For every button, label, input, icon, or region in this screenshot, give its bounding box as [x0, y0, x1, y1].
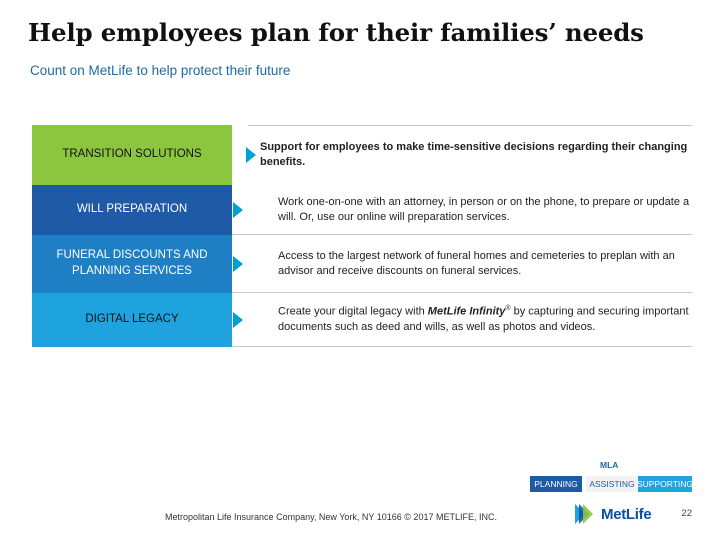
arrow-icon [246, 147, 256, 163]
row-will-preparation [0, 185, 720, 235]
footer-legal: Metropolitan Life Insurance Company, New York, NY 10166 © 2017 METLIFE, INC. [165, 512, 497, 522]
page-title: Help employees plan for their families’ needs [28, 18, 644, 47]
desc-funeral-discounts: Access to the largest network of funeral homes and cemeteries to preplan with an advisor and receive discounts on funeral services. [278, 249, 675, 277]
metlife-logo-icon [575, 504, 597, 524]
label-will-preparation: WILL PREPARATION [32, 185, 232, 235]
row-digital-legacy [0, 293, 720, 347]
arrow-icon [233, 256, 243, 272]
label-digital-legacy: DIGITAL LEGACY [32, 293, 232, 347]
page-subtitle: Count on MetLife to help protect their future [30, 63, 291, 78]
mla-planning: PLANNING [530, 476, 582, 492]
mla-heading: MLA [600, 460, 619, 470]
metlife-logo [575, 502, 665, 526]
label-funeral-discounts: FUNERAL DISCOUNTS AND PLANNING SERVICES [32, 235, 232, 293]
page-number: 22 [681, 508, 692, 519]
row-transition-solutions [0, 125, 720, 185]
mla-supporting: SUPPORTING [638, 476, 692, 492]
desc-will-preparation: Work one-on-one with an attorney, in person or on the phone, to prepare or update a will. Or, use our online will preparation services. [278, 195, 690, 223]
mla-bar [530, 476, 692, 492]
label-transition-solutions: TRANSITION SOLUTIONS [32, 125, 232, 185]
row-funeral-discounts [0, 235, 720, 293]
arrow-icon [233, 312, 243, 328]
desc-transition-solutions: Support for employees to make time-sensitive decisions regarding their changing benefits. [260, 140, 688, 168]
desc-digital-legacy: Create your digital legacy with MetLife Infinity® by capturing and securing important documents such as deed and wills, as well as photos and videos. [278, 305, 689, 334]
mla-assisting: ASSISTING [586, 476, 638, 492]
arrow-icon [233, 202, 243, 218]
metlife-logo-text: MetLife [601, 505, 652, 523]
divider [232, 346, 692, 347]
